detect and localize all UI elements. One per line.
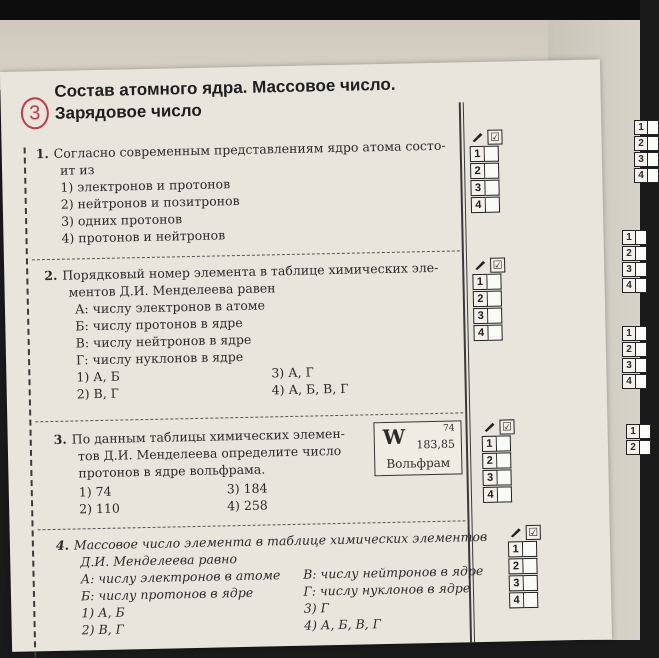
- statement: Б: числу протонов в ядре: [75, 314, 243, 334]
- question-text: ит из: [59, 162, 95, 178]
- answer-option-1[interactable]: 1: [482, 435, 516, 452]
- atomic-number: 74: [443, 423, 455, 434]
- answer-grid-4[interactable]: [508, 525, 544, 610]
- checkbox-icon: ☑: [499, 419, 514, 434]
- question-text: Массовое число элемента в таблице химических элементов: [73, 528, 488, 553]
- title-line-2: Зарядовое число: [54, 100, 202, 123]
- side-answer-grid-2: 1 2 3 4: [622, 230, 647, 294]
- statement: Б: числу протонов в ядре: [80, 584, 254, 604]
- question-number: 3.: [53, 431, 67, 447]
- option: 4) А, Б, В, Г: [271, 380, 349, 398]
- answer-option-4[interactable]: 4: [509, 592, 543, 609]
- option: 1) А, Б: [76, 368, 120, 385]
- statement: А: числу электронов в атоме: [74, 297, 266, 317]
- answer-option-1[interactable]: 1: [472, 273, 506, 290]
- answer-option-2[interactable]: 2: [470, 162, 504, 179]
- statement: А: числу электронов в атоме: [80, 567, 281, 587]
- option: 2) нейтронов и позитронов: [60, 193, 240, 212]
- checkbox-icon: ☑: [490, 257, 505, 272]
- question-number: 4.: [55, 537, 70, 553]
- question-3: [54, 424, 376, 518]
- answer-option-2[interactable]: 2: [508, 558, 542, 575]
- answer-grid-1[interactable]: [469, 129, 505, 214]
- title-line-1: Состав атомного ядра. Массовое число.: [54, 74, 396, 101]
- question-text: Д.И. Менделеева равно: [80, 551, 238, 570]
- checkbox-icon: ☑: [526, 525, 541, 540]
- photo-top-edge: [0, 0, 640, 20]
- pencil-icon: [510, 527, 522, 537]
- answer-option-4[interactable]: 4: [471, 196, 505, 213]
- answer-option-4[interactable]: 4: [473, 324, 507, 341]
- question-text: протонов в ядре вольфрама.: [78, 461, 266, 481]
- option: 4) 258: [226, 497, 268, 514]
- option: 3) Г: [303, 600, 330, 616]
- pencil-icon: [471, 132, 483, 142]
- option: 4) А, Б, В, Г: [304, 616, 382, 633]
- answer-option-2[interactable]: 2: [482, 452, 516, 469]
- element-name: Вольфрам: [386, 455, 451, 471]
- element-symbol: W: [382, 424, 406, 450]
- atomic-mass: 183,85: [416, 437, 456, 452]
- answer-grid-3[interactable]: [481, 419, 517, 504]
- side-answer-grid-1: 1 2 3 4: [634, 120, 659, 184]
- question-2: [44, 258, 467, 403]
- option: 2) 110: [79, 500, 120, 517]
- question-text: тов Д.И. Менделеева определите число: [77, 442, 342, 464]
- answer-option-3[interactable]: 3: [509, 575, 543, 592]
- pencil-icon: [483, 422, 495, 432]
- answer-option-3[interactable]: 3: [473, 307, 507, 324]
- option: 4) протонов и нейтронов: [61, 227, 226, 246]
- answer-option-3[interactable]: 3: [482, 469, 516, 486]
- option: 1) электронов и протонов: [60, 176, 231, 195]
- question-number: 2.: [44, 267, 58, 284]
- side-answer-grid-3: 1 2 3 4: [622, 326, 647, 390]
- answer-option-3[interactable]: 3: [470, 179, 504, 196]
- worksheet-page: [0, 59, 612, 651]
- option: 3) А, Г: [271, 364, 315, 381]
- periodic-table-cell-tungsten: [373, 420, 462, 476]
- answer-option-1[interactable]: 1: [470, 145, 504, 162]
- question-number: 1.: [35, 145, 49, 162]
- pencil-icon: [474, 260, 486, 270]
- answer-grid-2[interactable]: [472, 257, 508, 342]
- section-number: 3: [21, 97, 50, 130]
- question-text: По данным таблицы химических элемен-: [71, 425, 346, 447]
- option: 3) 184: [226, 480, 268, 497]
- question-4: [56, 528, 498, 639]
- answer-option-2[interactable]: 2: [473, 290, 507, 307]
- left-cut-line: [24, 147, 37, 657]
- question-text: ментов Д.И. Менделеева равен: [68, 280, 276, 300]
- option: 2) В, Г: [76, 385, 120, 402]
- statement: В: числу нейтронов в ядре: [302, 562, 484, 582]
- option: 1) 74: [78, 483, 112, 500]
- page-title: [54, 72, 455, 124]
- question-text: Согласно современным представлениям ядро атома состо-: [53, 137, 446, 161]
- checkbox-icon: ☑: [487, 129, 502, 144]
- statement: Г: числу нуклонов в ядре: [303, 580, 471, 599]
- option: 2) В, Г: [81, 621, 125, 638]
- statement: В: числу нейтронов в ядре: [75, 331, 252, 351]
- option: 3) одних протонов: [60, 211, 183, 229]
- answer-option-4[interactable]: 4: [483, 486, 517, 503]
- answer-option-1[interactable]: 1: [508, 541, 542, 558]
- question-text: Порядковый номер элемента в таблице химических эле-: [62, 259, 439, 283]
- side-answer-grid-4: 1 2: [626, 424, 651, 456]
- question-1: [36, 136, 458, 247]
- option: 1) А, Б: [81, 604, 125, 621]
- statement: Г: числу нуклонов в ядре: [75, 348, 244, 368]
